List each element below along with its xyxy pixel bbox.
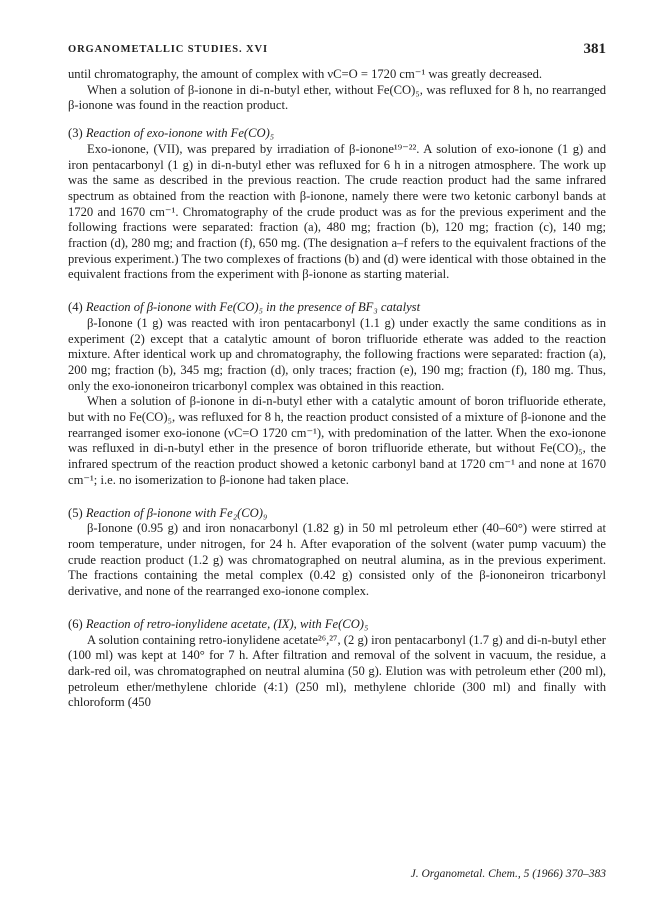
section-title: Reaction of β-ionone with Fe(CO)₅ in the presence of BF₃ catalyst	[85, 300, 421, 315]
section-number: (5)	[68, 505, 83, 520]
section-number: (3)	[68, 126, 83, 141]
running-title: ORGANOMETALLIC STUDIES. XVI	[68, 44, 269, 55]
paragraph: A solution containing retro-ionylidene acetate²⁶,²⁷, (2 g) iron pentacarbonyl (1.7 g) and di-n-butyl ether (100 ml) was kept at 140° for 7 h. After filtration and removal of the solvent in vacuum, the residue, a dark-red oil, was chromatographed on neutral alumina (50 g). Elution was with petroleum ether (200 ml), petroleum ether/methylene chloride (4:1) (250 ml), methylene chloride (300 ml) and finally with chloroform (450	[68, 632, 606, 710]
paragraph: Exo-ionone, (VII), was prepared by irradiation of β-ionone¹⁹⁻²². A solution of exo-ionone (1 g) and iron pentacarbonyl (1 g) in di-n-butyl ether was refluxed for 6 h in a nitrogen atmosphere. The work up was the same as described in the previous reaction. The crude reaction product had the same infrared spectrum as obtained from the reaction with β-ionone, namely there were two ketonic carbonyl bands at 1720 and 1670 cm⁻¹. Chromatography of the crude product was as for the previous experiment and the following fractions were separated: fraction (a), 480 mg; fraction (b), 120 mg; fraction (c), 140 mg; fraction (d), 280 mg; and fraction (f), 650 mg. (The designation a–f refers to the equivalent fractions of the previous experiment.) The two complexes of fractions (b) and (d) were identical with those obtained in the equivalent fractions from the experiment with β-ionone as starting material.	[68, 141, 606, 282]
section-heading	[68, 300, 606, 316]
page-header	[68, 41, 606, 64]
section-title: Reaction of retro-ionylidene acetate, (IX), with Fe(CO)₅	[85, 616, 369, 631]
section-heading	[68, 506, 606, 522]
page-number: 381	[583, 41, 606, 57]
section-number: (4)	[68, 300, 83, 315]
section-heading	[68, 617, 606, 633]
paragraph: until chromatography, the amount of complex with νC=O = 1720 cm⁻¹ was greatly decreased.	[68, 67, 543, 81]
section-number: (6)	[68, 616, 83, 631]
paragraph: When a solution of β-ionone in di-n-butyl ether with a catalytic amount of boron trifluoride etherate, but with no Fe(CO)₅, was refluxed for 8 h, the reaction product consisted of a mixture of β-ionone and the rearranged isomer exo-ionone (νC=O 1720 cm⁻¹), with predomination of the latter. When the exo-ionone was refluxed in di-n-butyl ether in the presence of boron trifluoride etherate, but without Fe(CO)₅, the infrared spectrum of the reaction product showed a ketonic carbonyl band at 1720 cm⁻¹ and none at 1670 cm⁻¹; i.e. no isomerization to β-ionone had taken place.	[68, 394, 606, 487]
paragraph: β-Ionone (1 g) was reacted with iron pentacarbonyl (1.1 g) under exactly the same conditions as in experiment (2) except that a catalytic amount of boron trifluoride etherate was added to the reaction mixture. After identical work up and chromatography, the following fractions were separated: fraction (a), 200 mg; fraction (b), 345 mg; fraction (d), only traces; fraction (e), 190 mg; fraction (f), 180 mg. Thus, only the exo-iononeiron tricarbonyl complex was obtained in this reaction.	[68, 315, 606, 393]
section-heading	[68, 126, 606, 142]
paragraph: When a solution of β-ionone in di-n-butyl ether, without Fe(CO)₅, was refluxed for 8 h, no rearranged β-ionone was found in the reaction product.	[68, 82, 606, 113]
section-title: Reaction of exo-ionone with Fe(CO)₅	[85, 126, 275, 141]
section-title: Reaction of β-ionone with Fe₂(CO)₉	[85, 505, 268, 520]
journal-citation: J. Organometal. Chem., 5 (1966) 370–383	[410, 868, 606, 880]
article-body	[68, 67, 606, 711]
paragraph: β-Ionone (0.95 g) and iron nonacarbonyl (1.82 g) in 50 ml petroleum ether (40–60°) were stirred at room temperature, under nitrogen, for 24 h. After evaporation of the solvent (water pump vacuum) the crude reaction product (1.2 g) was chromatographed on neutral alumina, as in the previous experiment. The fractions containing the metal complex (0.42 g) consisted only of the β-iononeiron tricarbonyl derivative, and none of the rearranged exo-ionone complex.	[68, 521, 606, 599]
